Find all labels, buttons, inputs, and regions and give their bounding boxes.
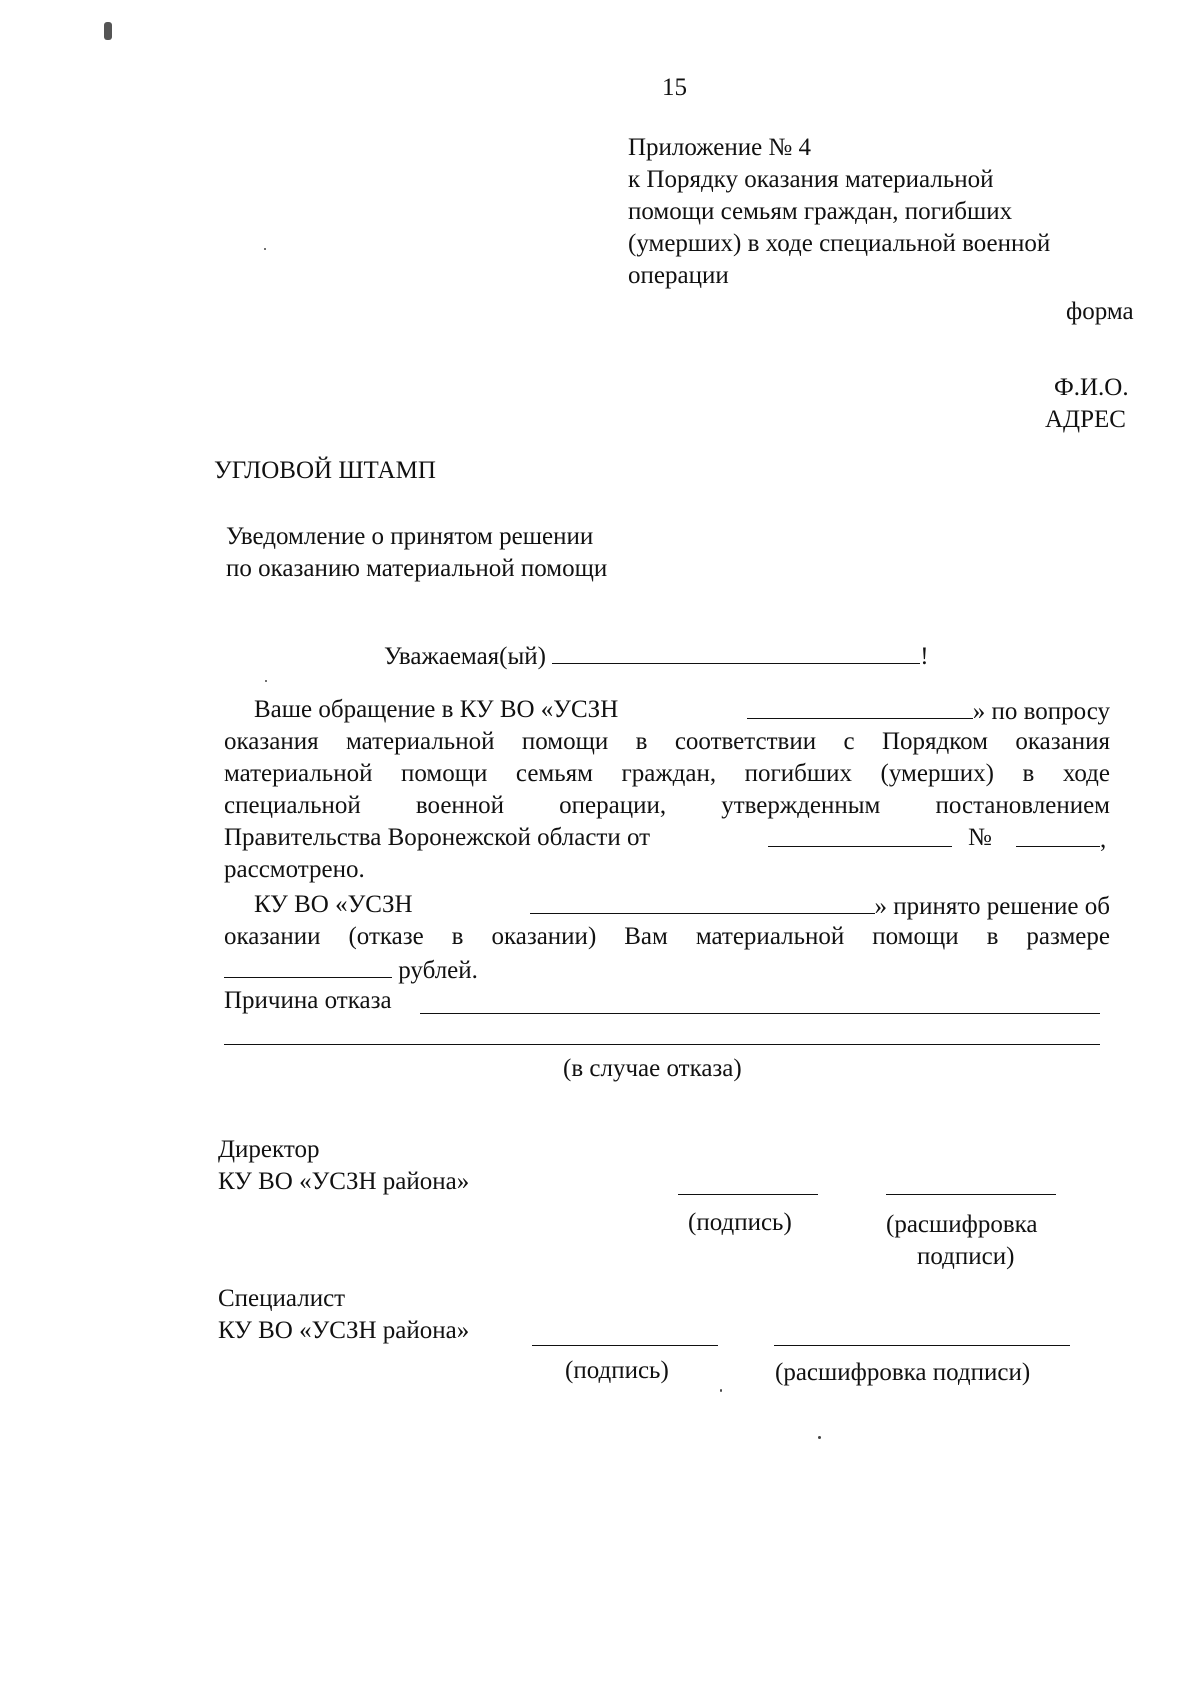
refusal-note: (в случае отказа) [563, 1055, 742, 1082]
body-line: материальной помощи семьям граждан, погибших (умерших) в ходе [224, 760, 1110, 787]
director-decode-label: подписи) [917, 1243, 1015, 1270]
greeting-prefix: Уважаемая(ый) [384, 643, 546, 670]
notice-title-line: Уведомление о принятом решении [226, 523, 594, 550]
director-signature-label: (подпись) [688, 1209, 792, 1236]
appendix-line: помощи семьям граждан, погибших [628, 198, 1013, 225]
addressee-name-blank[interactable] [552, 639, 920, 664]
director-signature-blank[interactable] [678, 1194, 818, 1195]
form-label: форма [1066, 298, 1134, 325]
appendix-line: (умерших) в ходе специальной военной [628, 230, 1051, 257]
specialist-signature-label: (подпись) [565, 1357, 669, 1384]
body-line [254, 694, 1110, 728]
body-line: рассмотрено. [224, 856, 365, 883]
refusal-label: Причина отказа [224, 987, 392, 1014]
recipient-name: Ф.И.О. [1054, 374, 1129, 401]
specialist-decode-label: (расшифровка подписи) [775, 1359, 1031, 1386]
corner-stamp-label: УГЛОВОЙ ШТАМП [214, 457, 436, 484]
notice-title-line: по оказанию материальной помощи [226, 555, 608, 582]
scan-speck [264, 248, 266, 250]
specialist-org: КУ ВО «УСЗН района» [218, 1317, 470, 1344]
body-text: , [1100, 826, 1107, 853]
specialist-decode-blank[interactable] [774, 1345, 1070, 1346]
decree-number-blank[interactable] [1016, 822, 1106, 856]
director-decode-blank[interactable] [886, 1194, 1056, 1195]
specialist-signature-blank[interactable] [532, 1345, 718, 1346]
refusal-reason-blank-2[interactable] [224, 1044, 1100, 1045]
recipient-address: АДРЕС [1045, 406, 1126, 433]
scan-speck [720, 1389, 722, 1392]
body-line [224, 822, 650, 854]
body-text: Ваше обращение в КУ ВО «УСЗН [254, 696, 619, 723]
body-line: оказания материальной помощи в соответствии с Порядком оказания [224, 728, 1110, 755]
specialist-title: Специалист [218, 1285, 346, 1312]
refusal-reason-blank[interactable] [420, 1013, 1100, 1014]
decree-number-sign: № [968, 824, 992, 851]
scan-speck [104, 22, 112, 40]
body-line: специальной военной операции, утвержденным постановлением [224, 792, 1110, 819]
body-text: рублей. [398, 957, 478, 984]
greeting-suffix: ! [920, 643, 929, 670]
uszn-district-blank[interactable] [530, 889, 875, 914]
body-text: КУ ВО «УСЗН [254, 891, 413, 918]
body-text: Правительства Воронежской области от [224, 824, 651, 851]
decree-date-blank[interactable] [768, 822, 952, 856]
page-number: 15 [662, 74, 687, 101]
director-title: Директор [218, 1136, 320, 1163]
scan-speck [818, 1436, 821, 1439]
body-text: » принято решение об [874, 893, 1110, 920]
amount-blank[interactable] [224, 953, 392, 978]
uszn-district-blank[interactable] [747, 694, 973, 719]
greeting [384, 639, 929, 673]
body-line: оказании (отказе в оказании) Вам материальной помощи в размере [224, 923, 1110, 950]
appendix-line: операции [628, 262, 729, 289]
body-text: » по вопросу [972, 698, 1110, 725]
director-org: КУ ВО «УСЗН района» [218, 1168, 470, 1195]
scan-speck [265, 680, 267, 682]
appendix-line: к Порядку оказания материальной [628, 166, 994, 193]
director-decode-label: (расшифровка [886, 1211, 1038, 1238]
body-line [254, 889, 1110, 923]
body-line [224, 953, 478, 987]
appendix-line: Приложение № 4 [628, 134, 812, 161]
